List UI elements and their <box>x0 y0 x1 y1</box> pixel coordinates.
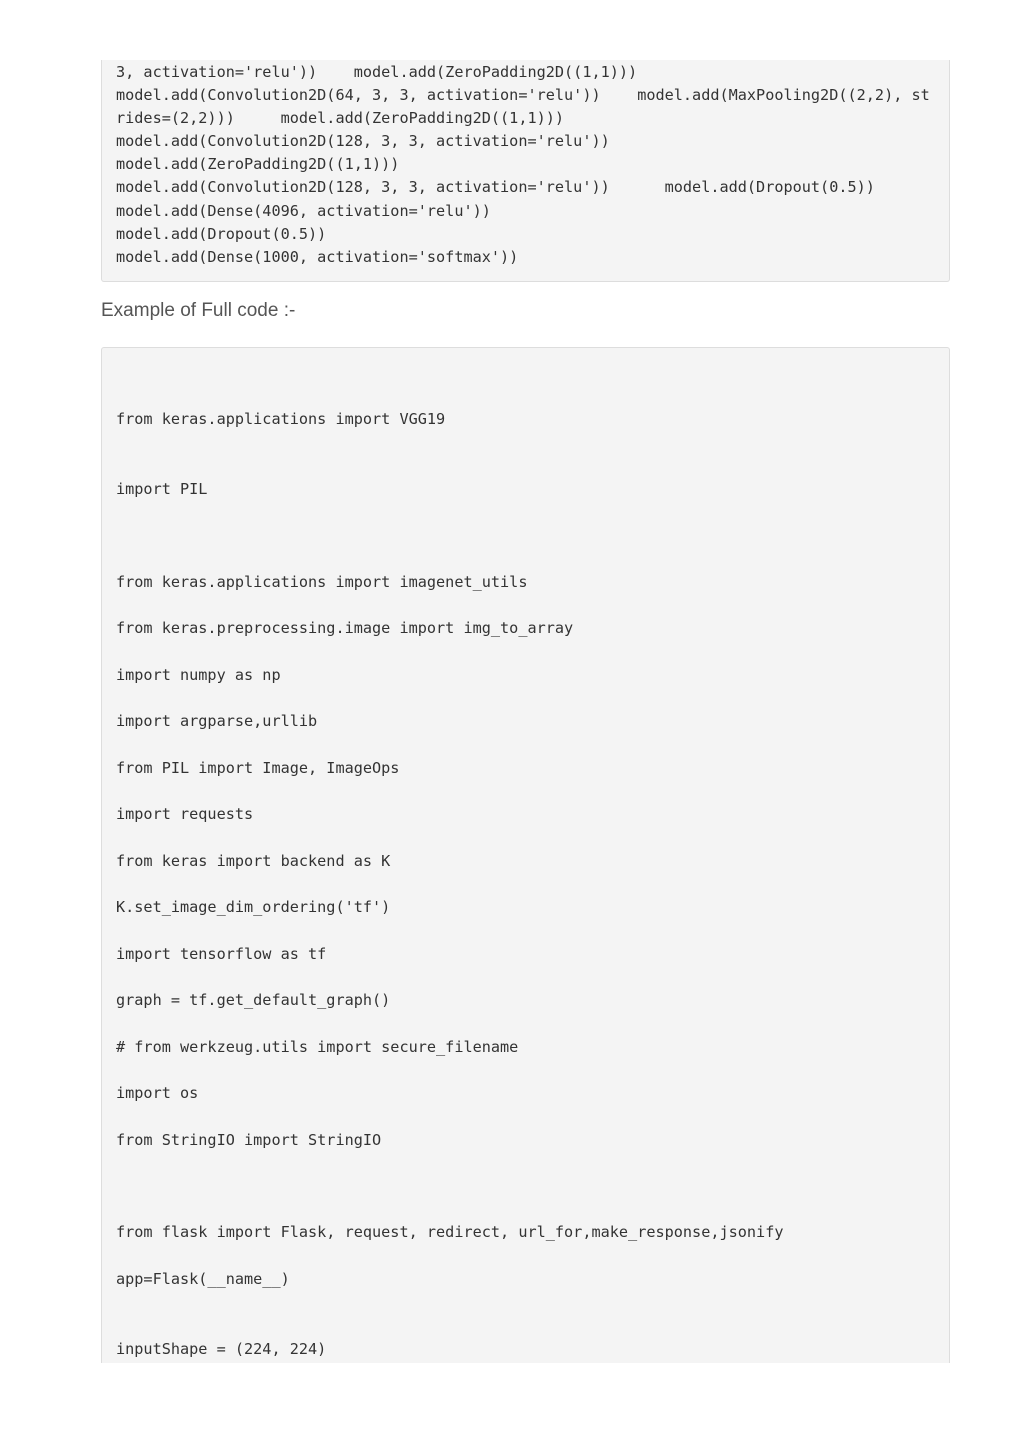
code-line: import os <box>116 1084 199 1102</box>
code-line: from keras import backend as K <box>116 852 391 870</box>
code-line: import tensorflow as tf <box>116 945 327 963</box>
code-line: import requests <box>116 805 254 823</box>
code-line: import PIL <box>116 480 208 498</box>
code-block-model-layers <box>101 60 950 282</box>
code-line: graph = tf.get_default_graph() <box>116 991 391 1009</box>
code-line: from keras.preprocessing.image import img_to_array <box>116 619 574 637</box>
code-line: model.add(Convolution2D(128, 3, 3, activation='relu')) model.add(Dropout(0.5)) <box>116 178 875 196</box>
code-line: import argparse,urllib <box>116 712 318 730</box>
code-block-full-example <box>101 347 950 1363</box>
code-line: import numpy as np <box>116 666 281 684</box>
code-line: model.add(Convolution2D(128, 3, 3, activation='relu')) <box>116 132 610 150</box>
code-line: from PIL import Image, ImageOps <box>116 759 400 777</box>
code-line: app=Flask(__name__) <box>116 1270 290 1288</box>
code-line: K.set_image_dim_ordering('tf') <box>116 898 391 916</box>
code-line: model.add(Dense(1000, activation='softmax')) <box>116 248 519 266</box>
code-line: inputShape = (224, 224) <box>116 1340 327 1358</box>
code-line: model.add(Dense(4096, activation='relu')) <box>116 202 491 220</box>
code-line: rides=(2,2))) model.add(ZeroPadding2D((1,1))) <box>116 109 565 127</box>
section-heading: Example of Full code :- <box>101 300 296 321</box>
code-line: from flask import Flask, request, redirect, url_for,make_response,jsonify <box>116 1223 784 1241</box>
code-line: 3, activation='relu')) model.add(ZeroPadding2D((1,1))) <box>116 63 638 81</box>
code-line: model.add(Dropout(0.5)) <box>116 225 327 243</box>
code-line: from keras.applications import VGG19 <box>116 410 446 428</box>
code-line: from keras.applications import imagenet_utils <box>116 573 528 591</box>
code-line: # from werkzeug.utils import secure_filename <box>116 1038 519 1056</box>
code-line: model.add(ZeroPadding2D((1,1))) <box>116 155 400 173</box>
code-line: from StringIO import StringIO <box>116 1131 382 1149</box>
code-line: model.add(Convolution2D(64, 3, 3, activation='relu')) model.add(MaxPooling2D((2,2), st <box>116 86 930 104</box>
